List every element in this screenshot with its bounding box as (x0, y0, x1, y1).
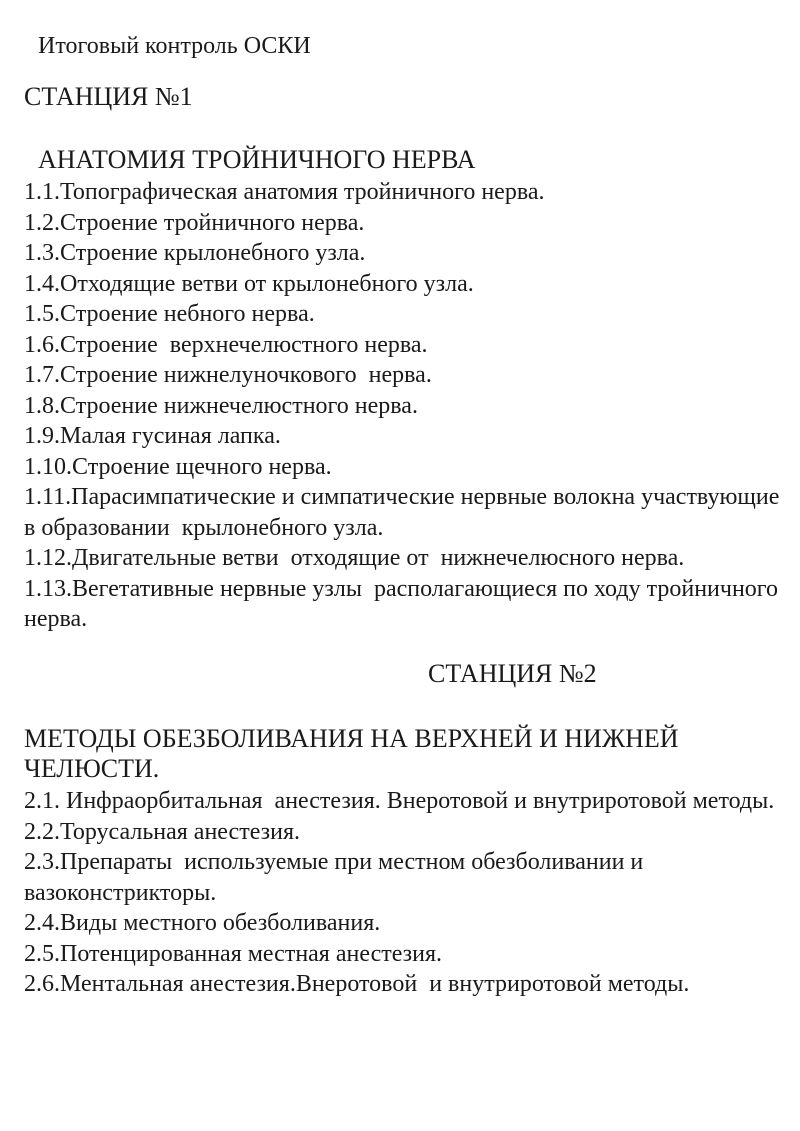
list-item: 1.5.Строение небного нерва. (24, 301, 315, 327)
station-1-section-title: АНАТОМИЯ ТРОЙНИЧНОГО НЕРВА (38, 145, 476, 174)
station-1-item-list (24, 177, 784, 635)
list-item: 1.6.Строение верхнечелюстного нерва. (24, 331, 428, 358)
list-item: 1.1.Топографическая анатомия тройничного нерва. (24, 179, 545, 205)
list-item: 1.10.Строение щечного нерва. (24, 453, 332, 480)
list-item: 1.8.Строение нижнечелюстного нерва. (24, 392, 418, 419)
list-item: 2.6.Ментальная анестезия.Внеротовой и внутриротовой методы. (24, 971, 690, 997)
list-item: 1.3.Строение крылонебного узла. (24, 240, 366, 266)
list-item: 2.4.Виды местного обезболивания. (24, 910, 381, 936)
list-item: 2.1. Инфраорбитальная анестезия. Внеротовой и внутриротовой методы. (24, 788, 775, 814)
list-item: 1.7.Строение нижнелуночкового нерва. (24, 362, 432, 388)
list-item: 1.13.Вегетативные нервные узлы располагающиеся по ходу тройничного нерва. (24, 575, 785, 632)
list-item: 2.2.Торусальная анестезия. (24, 818, 300, 845)
list-item: 2.3.Препараты используемые при местном обезболивании и вазоконстрикторы. (24, 849, 650, 906)
list-item: 1.11.Парасимпатические и симпатические нервные волокна участвующие в образовании крылонебного узла. (24, 484, 786, 541)
station-2-heading: СТАНЦИЯ №2 (428, 659, 597, 688)
station-2-item-list (24, 786, 784, 1000)
station-1-heading: СТАНЦИЯ №1 (24, 82, 193, 111)
document-title: Итоговый контроль ОСКИ (38, 33, 311, 59)
list-item: 1.2.Строение тройничного нерва. (24, 209, 365, 236)
list-item: 1.4.Отходящие ветви от крылонебного узла. (24, 270, 474, 297)
list-item: 1.12.Двигательные ветви отходящие от нижнечелюсного нерва. (24, 545, 685, 571)
list-item: 1.9.Малая гусиная лапка. (24, 423, 281, 449)
station-2-section-title: МЕТОДЫ ОБЕЗБОЛИВАНИЯ НА ВЕРХНЕЙ И НИЖНЕЙ ЧЕЛЮСТИ. (24, 724, 679, 783)
list-item: 2.5.Потенцированная местная анестезия. (24, 940, 443, 967)
